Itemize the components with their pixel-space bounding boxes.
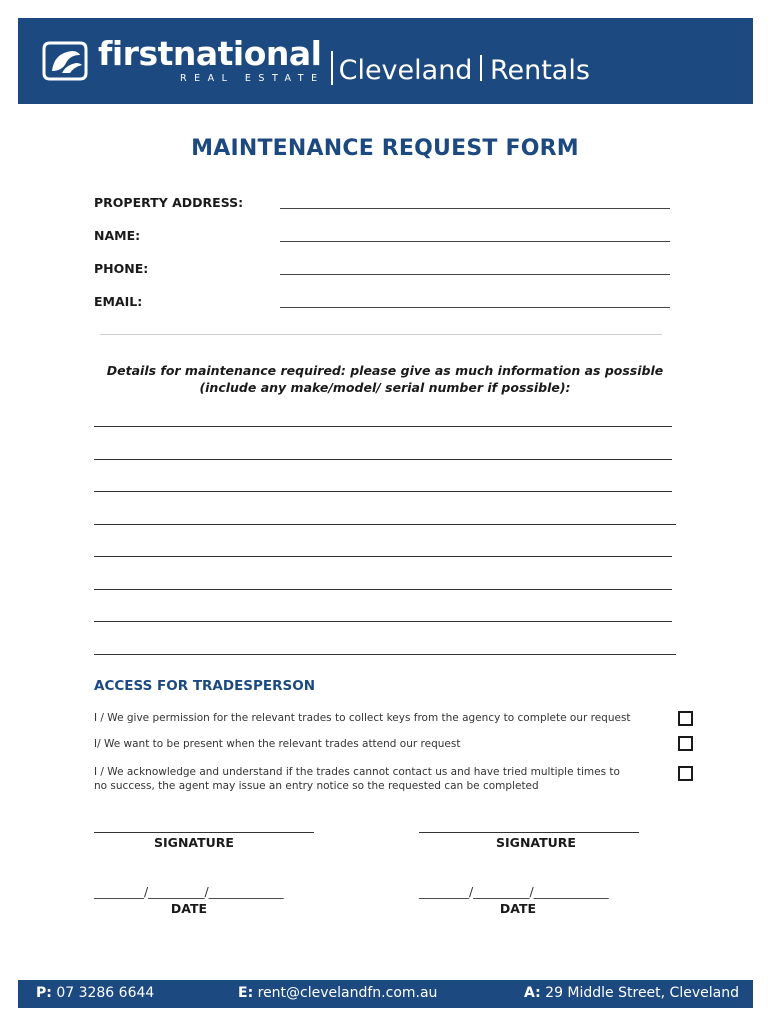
name-input-line[interactable] <box>280 241 670 242</box>
details-writing-line[interactable] <box>94 459 672 460</box>
signature-label: SIGNATURE <box>154 835 234 850</box>
field-label: NAME: <box>94 228 141 243</box>
email-input-line[interactable] <box>280 307 670 308</box>
details-line: Details for maintenance required: please give as much information as possible <box>106 363 664 378</box>
phone-input-line[interactable] <box>280 274 670 275</box>
details-writing-line[interactable] <box>94 491 672 492</box>
field-label: EMAIL: <box>94 294 143 309</box>
email-prefix: E: <box>238 985 254 1001</box>
details-writing-line[interactable] <box>94 556 672 557</box>
details-writing-line[interactable] <box>94 524 676 525</box>
email-address: rent@clevelandfn.com.au <box>257 985 438 1001</box>
first-national-logo-icon <box>40 37 90 85</box>
details-writing-line[interactable] <box>94 426 672 427</box>
property-address-field[interactable] <box>94 195 674 215</box>
phone-field[interactable] <box>94 261 674 281</box>
phone-number: 07 3286 6644 <box>56 985 155 1001</box>
email-field[interactable] <box>94 294 674 314</box>
brand-subtitle: REAL ESTATE <box>180 72 325 84</box>
details-writing-line[interactable] <box>94 589 672 590</box>
street-address: 29 Middle Street, Cleveland <box>545 985 739 1001</box>
field-label: PROPERTY ADDRESS: <box>94 195 244 210</box>
signature-label: SIGNATURE <box>496 835 576 850</box>
date-line-right[interactable]: ________/_________/____________ <box>419 884 609 899</box>
section-divider <box>100 334 662 335</box>
footer-phone <box>36 985 154 1001</box>
access-option-line: no success, the agent may issue an entry notice so the requested can be completed <box>94 780 539 792</box>
page-title: MAINTENANCE REQUEST FORM <box>191 136 579 161</box>
collect-keys-checkbox[interactable] <box>678 711 693 726</box>
details-line: (include any make/model/ serial number if possible): <box>199 380 571 395</box>
footer-contact-bar <box>18 980 753 1008</box>
signature-line-right[interactable] <box>419 832 639 833</box>
details-writing-line[interactable] <box>94 654 676 655</box>
footer-address <box>524 985 739 1001</box>
phone-prefix: P: <box>36 985 52 1001</box>
name-field[interactable] <box>94 228 674 248</box>
department-name: Rentals <box>489 54 590 86</box>
signature-line-left[interactable] <box>94 832 314 833</box>
access-option-collect-keys: I / We give permission for the relevant trades to collect keys from the agency to complete our request <box>94 712 631 724</box>
office-name: Cleveland <box>338 54 473 86</box>
brand-name: firstnational <box>98 33 322 73</box>
brand-divider <box>331 51 333 85</box>
header-banner <box>18 18 753 104</box>
access-option-entry-notice <box>94 765 674 793</box>
access-heading: ACCESS FOR TRADESPERSON <box>94 678 316 694</box>
footer-email <box>238 985 437 1001</box>
entry-notice-checkbox[interactable] <box>678 766 693 781</box>
brand-divider <box>480 55 482 81</box>
date-line-left[interactable]: ________/_________/____________ <box>94 884 284 899</box>
property-address-input-line[interactable] <box>280 208 670 209</box>
address-prefix: A: <box>524 985 541 1001</box>
date-label: DATE <box>499 901 537 916</box>
access-option-line: I / We acknowledge and understand if the trades cannot contact us and have tried multiple times to <box>94 766 620 778</box>
field-label: PHONE: <box>94 261 149 276</box>
be-present-checkbox[interactable] <box>678 736 693 751</box>
access-option-be-present: I/ We want to be present when the relevant trades attend our request <box>94 738 461 750</box>
details-instructions <box>0 362 770 396</box>
details-writing-line[interactable] <box>94 621 672 622</box>
date-label: DATE <box>170 901 208 916</box>
